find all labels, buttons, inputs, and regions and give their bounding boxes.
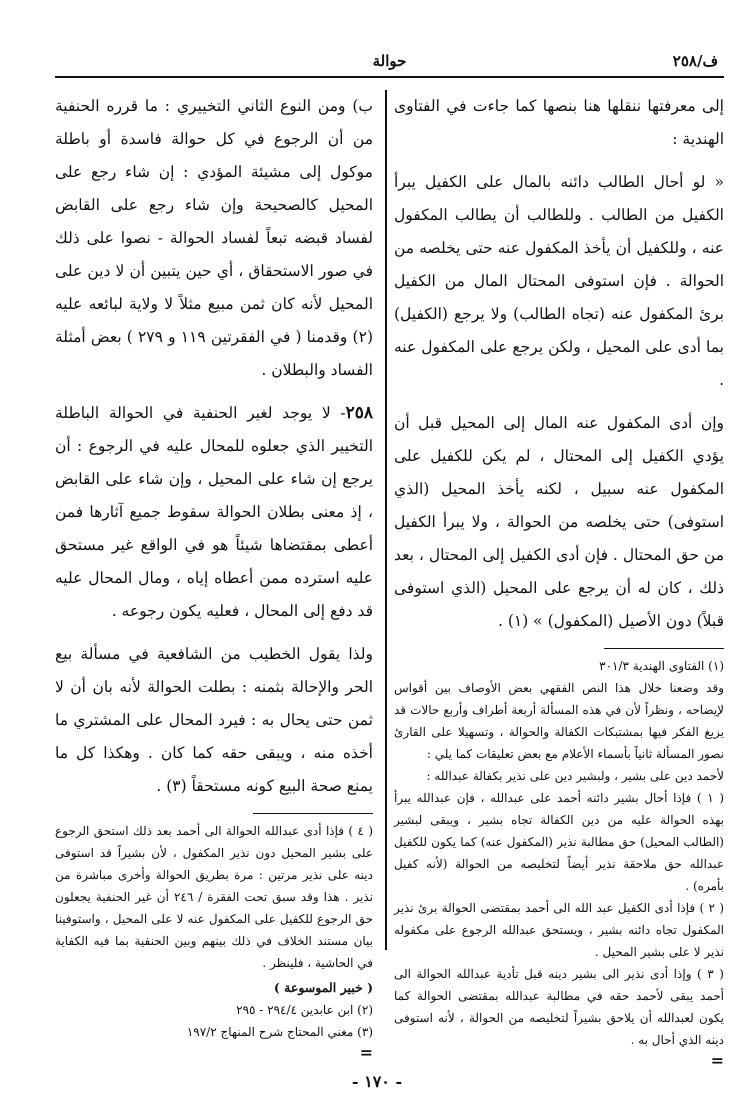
footnote-ref-2: (٢) ابن عابدين ٢٩٤/٤ - ٢٩٥ — [236, 1003, 373, 1017]
quote-paragraph-1: « لو أحال الطالب دائنه بالمال على الكفيل يبرأ الكفيل من الطالب . وللطالب أن يطالب المكفول عنه ، وللكفيل أن يأخذ المكفول عنه حتى يخلصه من الحوالة . فإن استوفى المحتال المال من الكفيل برئ المكفول عنه (تجاه الطالب) ولا يرجع (الكفيل) بما أدى على المحيل ، ولكن يرجع على المكفول عنه . — [394, 173, 724, 389]
section-number: ٢٥٨ — [345, 403, 373, 423]
footnote-case-1: ( ١ ) فإذا أحال بشير دائنه أحمد على عبدالله ، فإن عبدالله يبرأ بهذه الحوالة عليه من دين الكفالة تجاه بشير ، ويبقى لبشير (الطالب المحيل) حق مطالبة نذير (المكفول عنه) كما يكون للكفيل عبدالله حق ملاحقة نذير أيضاً لتخليصه من الحوالة (لأنه كفيل بأمره) . — [394, 791, 724, 893]
continuation-mark: = — [710, 1051, 724, 1070]
footnote-case-3: ( ٣ ) وإذا أدى نذير الى بشير دينه قبل تأدية عبدالله الحوالة الى أحمد يبقى لأحمد حقه في مطالبة عبدالله بمقتضى الحوالة كما يكون لعبدالله أن يلاحق بشيراً لتخليصه من الحوالة ، لأنه استوفى دينه الذي أحال به . — [394, 967, 724, 1047]
footnote-separator — [253, 813, 373, 814]
header-title: حوالة — [372, 52, 407, 70]
footnote-ref-1: (١) الفتاوى الهندية ٣٠١/٣ — [599, 659, 724, 673]
footnote-separator — [604, 648, 724, 649]
continuation-mark: = — [359, 1043, 373, 1062]
header-code: ف/٢٥٨ — [672, 52, 718, 70]
quote-paragraph-2: وإن أدى المكفول عنه المال إلى المحيل قبل أن يؤدي الكفيل إلى المحتال ، لم يكن للكفيل على المكفول عنه سبيل ، لكنه يأخذ المحيل (الذي استوفى) حتى يخلصه من الحوالة ، ولا يبرأ الكفيل من حق المحتال . فإن أدى الكفيل إلى المحتال ، بعد ذلك ، كان له أن يرجع على المحيل (الذي استوفى قبلاً) دون الأصيل (المكفول) » (١) . — [394, 414, 724, 630]
shafii-paragraph: ولذا يقول الخطيب من الشافعية في مسألة بيع الحر والإحالة بثمنه : بطلت الحوالة لأنه بان أن لا ثمن حتى يحال به : فيرد المحال على المشتري ما أخذه منه ، ويبقى حقه كما كان . وهكذا كل ما يمنع صحة البيع كونه مستحقاً (٣) . — [55, 645, 373, 795]
signature-label: ( خبير الموسوعة ) — [273, 980, 373, 995]
section-258-paragraph — [55, 397, 373, 628]
footnote-case-2: ( ٢ ) فإذا أدى الكفيل عبد الله الى أحمد بمقتضى الحوالة برئ نذير المكفول تجاه دائنه بشير ، ويستحق عبدالله الرجوع على مكفوله نذير لا على بشير المحيل . — [394, 901, 724, 959]
page-header — [55, 46, 724, 78]
footnote-case-4: ( ٤ ) فإذا أدى عبدالله الحوالة الى أحمد بعد ذلك استحق الرجوع على بشير المحيل دون نذير المكفول ، لأن بشيراً قد استوفى دينه على نذير مرتين : مرة بطريق الحوالة وأخرى مباشرة من نذير . هذا وقد سبق تحت الفقرة / ٢٤٦ أن غير الحنفية يجعلون حق الرجوع للكفيل على المكفول عنه لا على المحيل ، واستوفينا بيان مستند الخلاف في ذلك بينهم وبين الحنفية بما فيه الكفاية في الحاشية ، فلينظر . — [55, 824, 374, 970]
footnote-ref-3: (٣) مغني المحتاج شرح المنهاج ١٩٧/٢ — [186, 1025, 373, 1039]
intro-paragraph: إلى معرفتها ننقلها هنا بنصها كما جاءت في الفتاوى الهندية : — [394, 97, 724, 148]
column-divider — [385, 90, 387, 950]
right-column — [394, 90, 724, 1070]
section-text: - لا يوجد لغير الحنفية في الحوالة الباطلة التخيير الذي جعلوه للمحال عليه في الرجوع : أن يرجع إن شاء على المحيل ، وإن شاء على القابض ، إذ معنى بطلان الحوالة سقوط جميع آثارها فمن أعطى بمقتضاها شيئاً هو في الواقع غير مستحق عليه استرده ممن أعطاه إياه ، ومال المحال عليه قد دفع إلى المحال ، فعليه يكون رجوعه . — [55, 404, 373, 620]
paragraph-b: ب) ومن النوع الثاني التخييري : ما قرره الحنفية من أن الرجوع في كل حوالة فاسدة أو باطلة موكول إلى مشيئة المؤدي : إن شاء رجع على المحيل كالصحيحة وإن شاء رجع على القابض لفساد قبضه تبعاً لفساد الحوالة - نصوا على ذلك في صور الاستحقاق ، أي حين يتبين أن لا دين على المحيل لأنه كان ثمن مبيع مثلاً لا ولاية لبائعه عليه (٢) وقدمنا ( في الفقرتين ١١٩ و ٢٧٩ ) بعض أمثلة الفساد والبطلان . — [55, 97, 373, 379]
left-column — [55, 90, 373, 1062]
footnote-note: وقد وضعنا خلال هذا النص الفقهي بعض الأوصاف بين أقواس لإيضاحه ، ونظراً لأن في هذه المسألة أربعة أطراف وأربع حالات قد يزيغ الفكر فيها بمشتبكات الكفالة والحوالة ، وتسهيلا على القارئ نصور المسألة ثانياً بأسماء الأعلام مع بعض تعليقات كما يلي : — [394, 681, 724, 761]
footnote-setup: لأحمد دين على بشير ، ولبشير دين على نذير بكفالة عبدالله : — [426, 769, 724, 783]
page-number: - ١٧٠ - — [351, 1072, 403, 1091]
